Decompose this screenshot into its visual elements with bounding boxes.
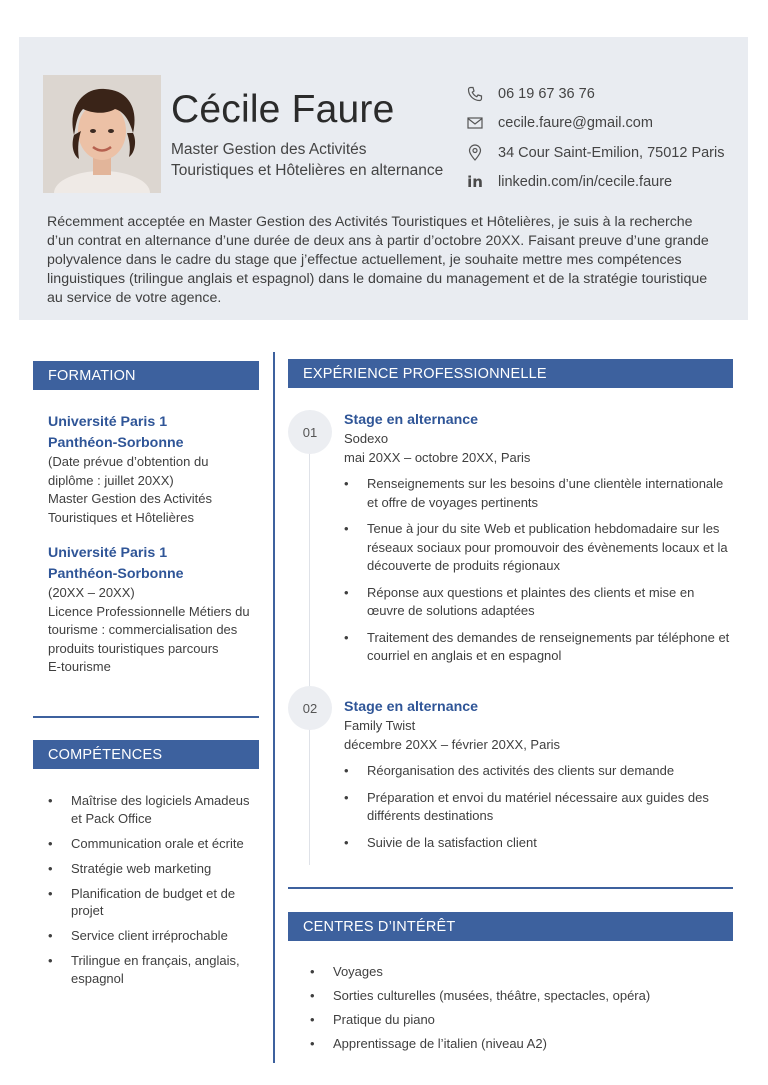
contact-info — [466, 79, 736, 197]
list-item: • Réponse aux questions et plaintes des clients et mise en œuvre de solutions adaptées — [344, 584, 734, 621]
job-entry — [344, 410, 734, 674]
profile-photo — [43, 75, 161, 193]
list-item: • Voyages — [310, 963, 730, 981]
timeline-line — [309, 410, 310, 865]
education-detail: (20XX – 20XX) — [48, 585, 135, 600]
section-divider — [288, 887, 733, 889]
job-period: mai 20XX – octobre 20XX, Paris — [344, 449, 531, 465]
timeline-marker: 02 — [288, 686, 332, 730]
education-detail: diplôme : juillet 20XX) — [48, 472, 174, 488]
profile-summary — [47, 213, 717, 308]
job-period: décembre 20XX – février 20XX, Paris — [344, 736, 561, 752]
education-detail: Touristiques et Hôtelières — [48, 509, 194, 525]
contact-phone — [466, 79, 736, 109]
summary-line: linguistiques (trilingue anglais et espagnol) dans le domaine du management et de la stratégie touristique — [47, 271, 708, 287]
list-item: • Préparation et envoi du matériel nécessaire aux guides des différents destinations — [344, 789, 734, 826]
experience-heading: EXPÉRIENCE PROFESSIONNELLE — [288, 359, 733, 388]
education-detail: Master Gestion des Activités — [48, 491, 213, 507]
summary-line: d’un contrat en alternance d’une durée de deux ans à partir d’octobre 20XX. Faisant preuve d’une grande — [47, 233, 709, 249]
list-item: • Apprentissage de l’italien (niveau A2) — [310, 1035, 730, 1053]
job-bullets — [344, 762, 734, 852]
list-item: • Sorties culturelles (musées, théâtre, spectacles, opéra) — [310, 987, 730, 1005]
school-name: Université Paris 1 — [48, 545, 168, 561]
list-item: • Planification de budget et de projet — [48, 885, 258, 920]
phone-text: 06 19 67 36 76 — [498, 85, 595, 102]
list-item: • Communication orale et écrite — [48, 835, 258, 853]
school-name: Panthéon-Sorbonne — [48, 434, 184, 451]
summary-line: au service de votre agence. — [47, 290, 222, 306]
job-company: Sodexo — [344, 431, 389, 446]
envelope-icon — [466, 114, 484, 132]
job-title: Stage en alternance — [344, 699, 479, 715]
address-text: 34 Cour Saint-Emilion, 75012 Paris — [498, 144, 725, 161]
list-item: • Suivie de la satisfaction client — [344, 834, 734, 853]
school-name: Université Paris 1 — [48, 414, 168, 430]
phone-icon — [466, 85, 484, 103]
list-item: • Pratique du piano — [310, 1011, 730, 1029]
contact-email — [466, 109, 736, 139]
list-item: • Trilingue en français, anglais, espagnol — [48, 952, 258, 987]
job-bullets — [344, 475, 734, 666]
contact-address — [466, 138, 736, 168]
formation-heading: FORMATION — [33, 361, 259, 390]
linkedin-icon: in — [467, 173, 483, 192]
location-pin-icon — [466, 144, 484, 162]
education-item — [48, 543, 253, 677]
list-item: • Traitement des demandes de renseignements par téléphone et courriel en anglais et en espagnol — [344, 629, 734, 666]
job-title: Stage en alternance — [344, 412, 479, 428]
interests-list — [310, 963, 730, 1059]
list-item: • Réorganisation des activités des clients sur demande — [344, 762, 734, 781]
interests-heading: CENTRES D’INTÉRÊT — [288, 912, 733, 941]
contact-linkedin — [466, 168, 736, 198]
list-item: • Tenue à jour du site Web et publication hebdomadaire sur les réseaux sociaux pour promouvoir des évènements locaux et la découverte de produits régionaux — [344, 520, 734, 576]
list-item: • Renseignements sur les besoins d’une clientèle internationale et offre de voyages pertinents — [344, 475, 734, 512]
list-item: • Service client irréprochable — [48, 927, 258, 945]
summary-line: Récemment acceptée en Master Gestion des Activités Touristiques et Hôtelières, je suis à la recherche — [47, 214, 693, 230]
competences-heading: COMPÉTENCES — [33, 740, 259, 769]
education-detail: produits touristiques parcours — [48, 640, 219, 656]
section-divider — [33, 716, 259, 718]
subtitle-line: Touristiques et Hôtelières en alternance — [171, 162, 444, 179]
education-detail: (Date prévue d’obtention du — [48, 454, 209, 469]
education-detail: Licence Professionnelle Métiers du — [48, 603, 250, 619]
education-item — [48, 412, 253, 527]
job-company: Family Twist — [344, 718, 416, 733]
education-detail: tourisme : commercialisation des — [48, 622, 238, 638]
column-divider — [273, 352, 275, 1063]
candidate-subtitle — [171, 139, 461, 181]
job-entry — [344, 697, 734, 860]
school-name: Panthéon-Sorbonne — [48, 565, 184, 582]
linkedin-link[interactable]: linkedin.com/in/cecile.faure — [498, 174, 673, 191]
summary-line: polyvalence dans le cadre du stage que j’effectue actuellement, je souhaite mettre mes compétences — [47, 252, 682, 268]
candidate-name: Cécile Faure — [171, 88, 395, 131]
email-link[interactable]: cecile.faure@gmail.com — [498, 115, 653, 132]
list-item: • Stratégie web marketing — [48, 860, 258, 878]
list-item: • Maîtrise des logiciels Amadeus et Pack Office — [48, 792, 258, 827]
timeline-marker: 01 — [288, 410, 332, 454]
education-detail: E-tourisme — [48, 659, 111, 675]
skills-list — [48, 792, 258, 995]
subtitle-line: Master Gestion des Activités — [171, 141, 367, 158]
